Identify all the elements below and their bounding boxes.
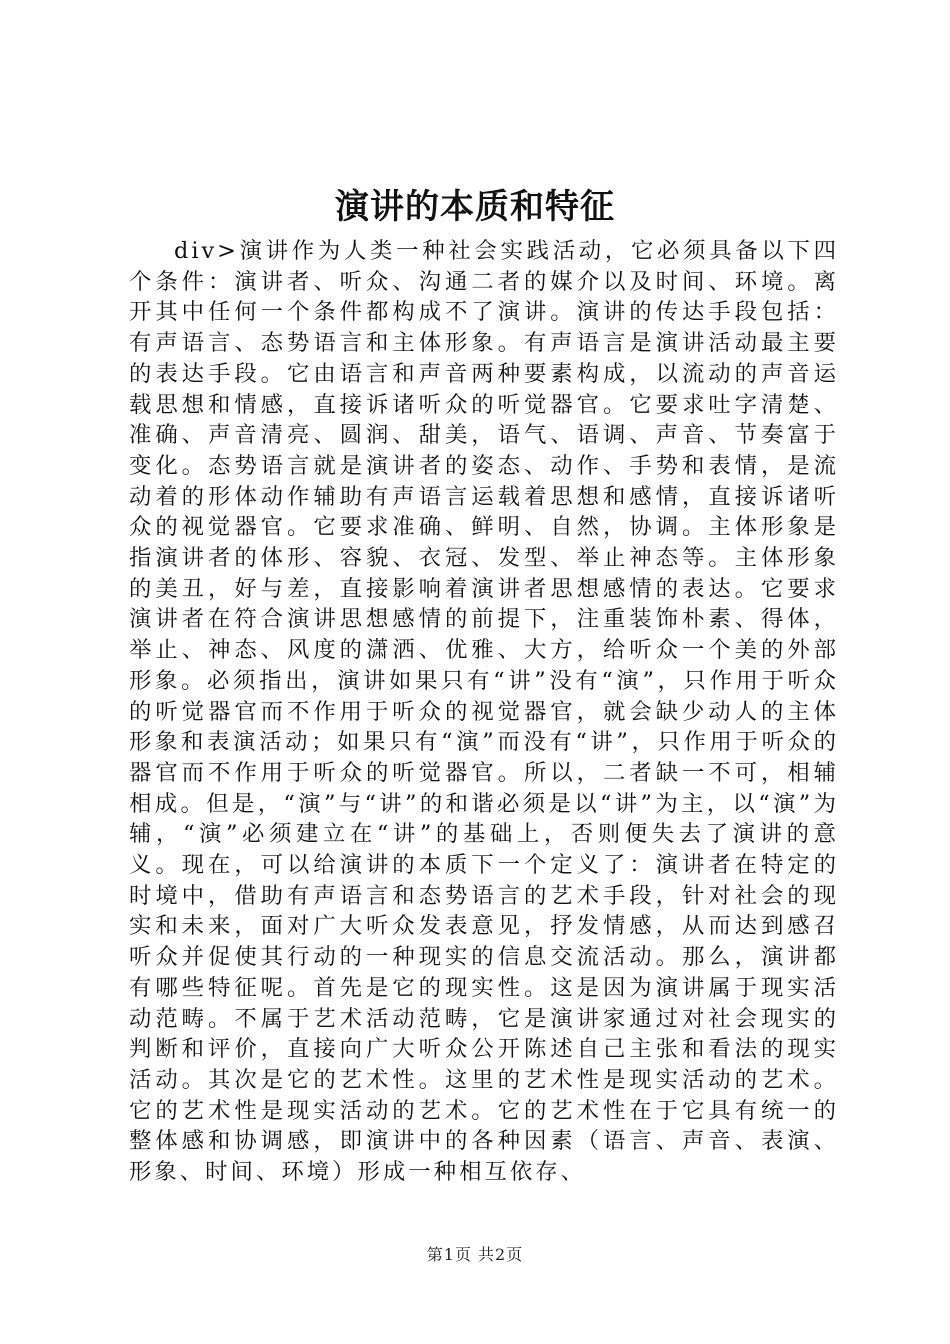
page-footer	[0, 1242, 950, 1265]
page-number: 第1页 共2页	[426, 1245, 524, 1264]
body-paragraph: div>演讲作为人类一种社会实践活动，它必须具备以下四个条件：演讲者、听众、沟通二者的媒介以及时间、环境。离开其中任何一个条件都构成不了演讲。演讲的传达手段包括：有声语言、态势语言和主体形象。有声语言是演讲活动最主要的表达手段。它由语言和声音两种要素构成，以流动的声音运载思想和情感，直接诉诸听众的听觉器官。它要求吐字清楚、准确、声音清亮、圆润、甜美，语气、语调、声音、节奏富于变化。态势语言就是演讲者的姿态、动作、手势和表情，是流动着的形体动作辅助有声语言运载着思想和感情，直接诉诸听众的视觉器官。它要求准确、鲜明、自然，协调。主体形象是指演讲者的体形、容貌、衣冠、发型、举止神态等。主体形象的美丑，好与差，直接影响着演讲者思想感情的表达。它要求演讲者在符合演讲思想感情的前提下，注重装饰朴素、得体，举止、神态、风度的潇洒、优雅、大方，给听众一个美的外部形象。必须指出，演讲如果只有“讲”没有“演”，只作用于听众的听觉器官而不作用于听众的视觉器官，就会缺少动人的主体形象和表演活动；如果只有“演”而没有“讲”，只作用于听众的器官而不作用于听众的听觉器官。所以，二者缺一不可，相辅相成。但是，“演”与“讲”的和谐必须是以“讲”为主，以“演”为辅，“演”必须建立在“讲”的基础上，否则便失去了演讲的意义。现在，可以给演讲的本质下一个定义了：演讲者在特定的时境中，借助有声语言和态势语言的艺术手段，针对社会的现实和未来，面对广大听众发表意见，抒发情感，从而达到感召听众并促使其行动的一种现实的信息交流活动。那么，演讲都有哪些特征呢。首先是它的现实性。这是因为演讲属于现实活动范畴。不属于艺术活动范畴，它是演讲家通过对社会现实的判断和评价，直接向广大听众公开陈述自己主张和看法的现实活动。其次是它的艺术性。这里的艺术性是现实活动的艺术。它的艺术性是现实活动的艺术。它的艺术性在于它具有统一的整体感和协调感，即演讲中的各种因素（语言、声音、表演、形象、时间、环境）形成一种相互依存、	[129, 238, 839, 1186]
page-title: 演讲的本质和特征	[335, 187, 615, 227]
